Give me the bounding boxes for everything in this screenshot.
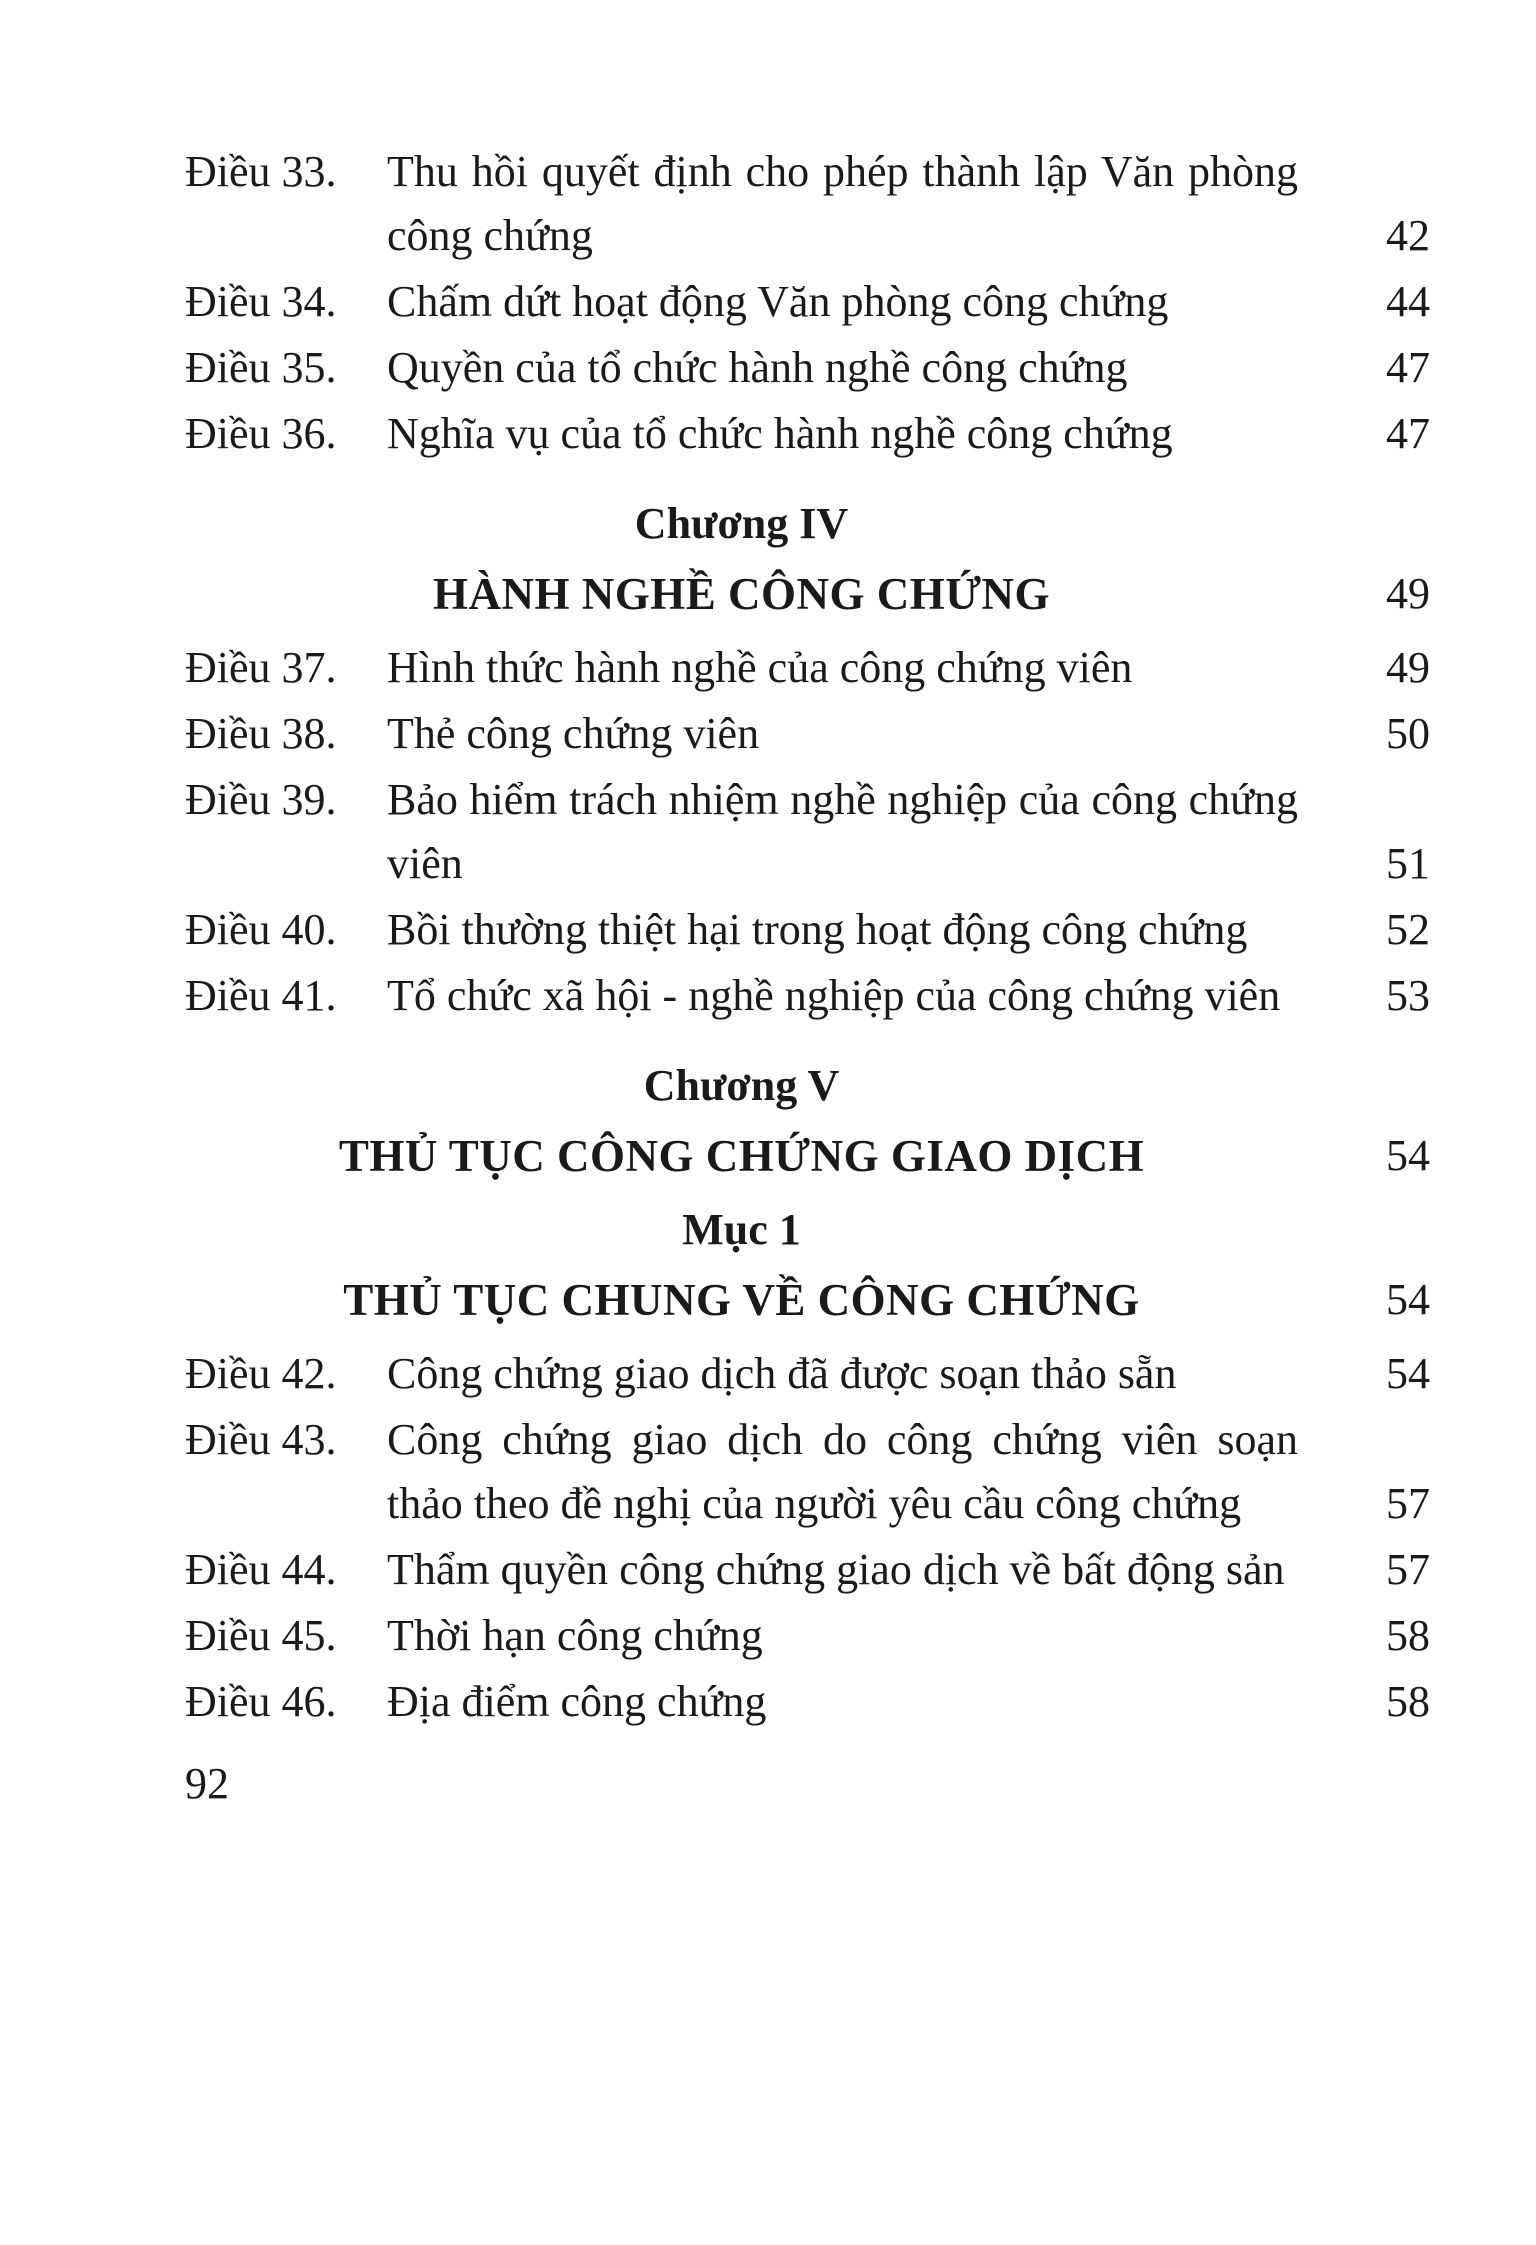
entry-label: Điều 33. bbox=[185, 147, 337, 196]
toc-entry bbox=[185, 1408, 1430, 1536]
entry-label: Điều 35. bbox=[185, 343, 337, 392]
entry-label: Điều 34. bbox=[185, 277, 337, 326]
entry-label: Điều 39. bbox=[185, 775, 337, 824]
toc-entry bbox=[185, 1670, 1430, 1734]
entry-page-number: 53 bbox=[1386, 971, 1430, 1020]
entry-label: Điều 46. bbox=[185, 1677, 337, 1726]
toc-entry bbox=[185, 702, 1430, 766]
entry-label: Điều 40. bbox=[185, 905, 337, 954]
entry-title: Thẩm quyền công chứng giao dịch về bất động sản bbox=[387, 1545, 1285, 1594]
chapter-title-text: HÀNH NGHỀ CÔNG CHỨNG bbox=[432, 569, 1051, 619]
toc-entry bbox=[185, 402, 1430, 466]
toc-entry bbox=[185, 270, 1430, 334]
toc-entry bbox=[185, 636, 1430, 700]
toc-chapter-title bbox=[185, 1124, 1430, 1188]
entry-title: Hình thức hành nghề của công chứng viên bbox=[387, 643, 1133, 692]
entry-page-number: 54 bbox=[1386, 1275, 1430, 1324]
toc-entry bbox=[185, 964, 1430, 1028]
entry-page-number: 47 bbox=[1386, 343, 1430, 392]
entry-page-number: 54 bbox=[1386, 1349, 1430, 1398]
entry-title: Bảo hiểm trách nhiệm nghề nghiệp của công chứng viên bbox=[387, 775, 1298, 888]
entry-title: Nghĩa vụ của tổ chức hành nghề công chứng bbox=[387, 409, 1173, 458]
entry-label: Điều 42. bbox=[185, 1349, 337, 1398]
entry-label: Điều 37. bbox=[185, 643, 337, 692]
chapter-heading-text: Chương IV bbox=[634, 499, 849, 548]
chapter-title-text: THỦ TỤC CHUNG VỀ CÔNG CHỨNG bbox=[343, 1275, 1140, 1325]
entry-title: Địa điểm công chứng bbox=[387, 1677, 767, 1726]
entry-label: Điều 38. bbox=[185, 709, 337, 758]
entry-label: Điều 41. bbox=[185, 971, 337, 1020]
entry-title: Thu hồi quyết định cho phép thành lập Văn phòng công chứng bbox=[387, 147, 1298, 260]
toc-chapter-heading bbox=[185, 492, 1430, 556]
entry-page-number: 49 bbox=[1386, 569, 1430, 618]
toc-chapter-title bbox=[185, 1268, 1430, 1332]
entry-page-number: 52 bbox=[1386, 905, 1430, 954]
entry-page-number: 57 bbox=[1386, 1479, 1430, 1528]
entry-title: Thẻ công chứng viên bbox=[387, 709, 760, 758]
entry-page-number: 44 bbox=[1386, 277, 1430, 326]
entry-title: Bồi thường thiệt hại trong hoạt động công chứng bbox=[387, 905, 1248, 954]
toc-entry bbox=[185, 336, 1430, 400]
entry-page-number: 57 bbox=[1386, 1545, 1430, 1594]
toc-entry bbox=[185, 768, 1430, 896]
entry-page-number: 42 bbox=[1386, 211, 1430, 260]
entry-title: Công chứng giao dịch do công chứng viên soạn thảo theo đề nghị của người yêu cầu công chứng bbox=[387, 1415, 1298, 1528]
section-heading-text: Mục 1 bbox=[682, 1205, 801, 1254]
toc-entry bbox=[185, 898, 1430, 962]
table-of-contents bbox=[185, 140, 1430, 1816]
entry-page-number: 49 bbox=[1386, 643, 1430, 692]
entry-title: Công chứng giao dịch đã được soạn thảo sẵn bbox=[387, 1349, 1177, 1398]
entry-title: Thời hạn công chứng bbox=[387, 1611, 763, 1660]
entry-label: Điều 45. bbox=[185, 1611, 337, 1660]
entry-title: Tổ chức xã hội - nghề nghiệp của công chứng viên bbox=[387, 971, 1281, 1020]
chapter-heading-text: Chương V bbox=[643, 1061, 840, 1110]
toc-chapter-heading bbox=[185, 1054, 1430, 1118]
toc-entry bbox=[185, 1342, 1430, 1406]
toc-entry bbox=[185, 1538, 1430, 1602]
entry-page-number: 47 bbox=[1386, 409, 1430, 458]
entry-label: Điều 44. bbox=[185, 1545, 337, 1594]
entry-page-number: 50 bbox=[1386, 709, 1430, 758]
toc-entry bbox=[185, 140, 1430, 268]
chapter-title-text: THỦ TỤC CÔNG CHỨNG GIAO DỊCH bbox=[338, 1131, 1145, 1181]
entry-title: Quyền của tổ chức hành nghề công chứng bbox=[387, 343, 1128, 392]
footer-page-number: 92 bbox=[185, 1759, 229, 1808]
entry-label: Điều 43. bbox=[185, 1415, 337, 1464]
toc-entry bbox=[185, 1604, 1430, 1668]
entry-title: Chấm dứt hoạt động Văn phòng công chứng bbox=[387, 277, 1169, 326]
entry-page-number: 58 bbox=[1386, 1611, 1430, 1660]
entry-label: Điều 36. bbox=[185, 409, 337, 458]
entry-page-number: 54 bbox=[1386, 1131, 1430, 1180]
entry-page-number: 58 bbox=[1386, 1677, 1430, 1726]
toc-section-heading bbox=[185, 1198, 1430, 1262]
toc-chapter-title bbox=[185, 562, 1430, 626]
entry-page-number: 51 bbox=[1386, 839, 1430, 888]
